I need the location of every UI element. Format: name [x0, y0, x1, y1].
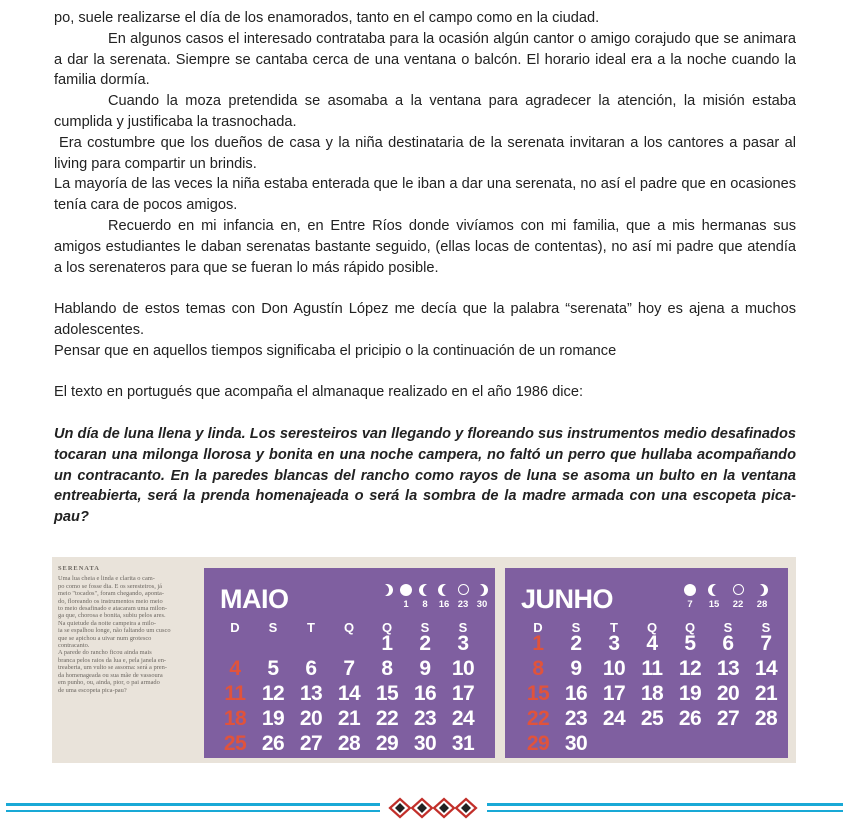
month-name: JUNHO	[521, 584, 614, 614]
day-cell: 2	[419, 632, 431, 655]
day-cell-sunday: 4	[229, 657, 241, 680]
weekday-label: T	[307, 620, 315, 635]
moon-phase	[399, 584, 413, 610]
day-cell: 4	[646, 632, 658, 655]
day-cell: 5	[684, 632, 696, 655]
waning-moon-icon	[380, 584, 394, 598]
clipping-line: po como se fosse dia. E os seresteiros, já	[58, 582, 163, 590]
day-cell: 23	[413, 707, 437, 730]
day-cell: 17	[602, 682, 626, 705]
clipping-line: ga que, chorosa e bonita, subiu pelos ares.	[58, 612, 166, 620]
day-cell: 26	[678, 707, 702, 730]
day-cell: 20	[299, 707, 323, 730]
footer-rule-right-thin	[487, 810, 843, 812]
day-cell: 26	[261, 732, 285, 755]
weekday-label: Q	[381, 620, 393, 635]
clipping-line: to meio desafinado e atacaram uma milon-	[58, 605, 167, 613]
moon-date: 15	[708, 599, 720, 610]
waning-moon-icon	[755, 584, 769, 598]
day-cell: 12	[678, 657, 702, 680]
clipping-line: treaberta, um vulto se assoma: será a pren-	[58, 664, 167, 672]
day-cell-sunday: 1	[532, 632, 544, 655]
paragraph-4: Era costumbre que los dueños de casa y la niña destinataria de la serenata invitaran a los cantores a pasar al living para compartir un brindis.	[54, 134, 796, 172]
footer-rule-right	[487, 803, 843, 806]
day-cell: 31	[451, 732, 475, 755]
day-cell: 22	[375, 707, 399, 730]
day-cell: 9	[570, 657, 582, 680]
paragraph-6: Recuerdo en mi infancia en, en Entre Ríos donde vivíamos con mi familia, que a mis hermanas sus amigos estudiantes le daban serenatas bastante seguido, (ellas locas de contentas), no así mi padre que atendía a los serenateros para que se fueran lo más rápido posible.	[54, 217, 796, 276]
weekday-label: Q	[684, 620, 696, 635]
day-cell: 14	[337, 682, 361, 705]
day-cell: 24	[602, 707, 626, 730]
day-cell: 27	[716, 707, 740, 730]
day-cell: 3	[608, 632, 620, 655]
weekday-label: D	[230, 620, 240, 635]
moon-phase	[755, 584, 769, 610]
moon-date: 8	[422, 599, 428, 610]
day-cell: 17	[451, 682, 475, 705]
day-cell: 27	[299, 732, 323, 755]
clipping-lines	[58, 575, 198, 694]
moon-date: 22	[732, 599, 744, 610]
paragraph-2: En algunos casos el interesado contrataba para la ocasión algún cantor o amigo corajudo que se animara a dar la serenata. Siempre se cantaba cerca de una ventana o balcón. El horario ideal era a la noche cuando la familia dormía.	[54, 30, 796, 89]
day-cell: 16	[564, 682, 588, 705]
moon-date: 28	[756, 599, 768, 610]
moon-phase	[437, 584, 451, 610]
day-cell: 13	[716, 657, 740, 680]
weekday-label: D	[533, 620, 543, 635]
day-cell: 11	[641, 657, 663, 680]
day-cell: 7	[760, 632, 772, 655]
moon-phase	[456, 584, 470, 610]
day-cell: 1	[381, 632, 393, 655]
clipping-line: A parede do rancho ficou ainda mais	[58, 649, 152, 657]
calendar-photo	[52, 557, 796, 763]
moon-phases	[380, 584, 490, 614]
day-cell: 19	[678, 682, 702, 705]
moon-phase	[707, 584, 721, 610]
weekday-label: T	[610, 620, 618, 635]
moon-phase	[475, 584, 489, 610]
weekday-label: S	[761, 620, 771, 635]
crescent-moon-icon	[707, 584, 721, 598]
day-cell-sunday: 22	[526, 707, 550, 730]
crescent-moon-icon	[437, 584, 451, 598]
day-cell: 21	[337, 707, 361, 730]
moon-phase	[731, 584, 745, 610]
day-cell: 5	[267, 657, 279, 680]
clipping-line: contracanto.	[58, 642, 90, 650]
clipping-line: ia se espalhou longe, não faltando um cusco	[58, 627, 171, 635]
weekday-label: S	[723, 620, 733, 635]
day-cell: 28	[754, 707, 778, 730]
clipping-heading: SERENATA	[58, 565, 100, 572]
day-cell-sunday: 29	[526, 732, 550, 755]
day-cell-sunday: 11	[224, 682, 246, 705]
clipping-line: em punho, ou, ainda, pior, o pai armado	[58, 679, 160, 687]
new-moon-icon	[456, 584, 470, 598]
full-moon-icon	[683, 584, 697, 598]
clipping-line: de uma escopeta pica-pau?	[58, 686, 127, 694]
clipping-line: Uma lua cheia e linda e clarita o cam-	[58, 575, 155, 583]
moon-phase	[683, 584, 697, 610]
day-cell: 6	[722, 632, 734, 655]
article-body	[54, 8, 796, 528]
footer-rule-left-thin	[6, 810, 380, 812]
clipping-line: branca pelos raios da lua e, pela janela en-	[58, 656, 167, 664]
waning-moon-icon	[475, 584, 489, 598]
day-cell: 24	[451, 707, 475, 730]
day-cell: 10	[602, 657, 626, 680]
new-moon-icon	[731, 584, 745, 598]
weekday-label: S	[420, 620, 430, 635]
moon-date: 23	[457, 599, 469, 610]
weekday-label: S	[571, 620, 581, 635]
day-cell: 10	[451, 657, 475, 680]
moon-date: 7	[687, 599, 693, 610]
clipping-line: do, floreando os instrumentos meio meio	[58, 597, 163, 605]
moon-date: 16	[438, 599, 450, 610]
paragraph-9: El texto en portugués que acompaña el almanaque realizado en el año 1986 dice:	[54, 384, 583, 401]
portuguese-quote: Un día de luna llena y linda. Los seresteiros van llegando y floreando sus instrumentos medio desafinados tocaran una milonga llorosa y bonita en una noche campera, no faltó un perro que hullaba acompañando un contracanto. En la paredes blancas del rancho como rayos de luna se asoma un bulto en la ventana entreabierta, será la prenda homenajeada o será la sombra de la madre armada con una escopeta pica-pau?	[54, 425, 796, 526]
day-cell: 6	[305, 657, 317, 680]
clipping-line: meio "tocados", foram chegando, aponta-	[58, 590, 165, 598]
day-cell: 15	[375, 682, 399, 705]
day-cell: 18	[640, 682, 664, 705]
day-cell: 3	[457, 632, 469, 655]
day-cell: 20	[716, 682, 740, 705]
day-cell: 28	[337, 732, 361, 755]
day-cell: 12	[261, 682, 285, 705]
day-cell-sunday: 15	[526, 682, 550, 705]
moon-phase	[380, 584, 394, 600]
day-cell-sunday: 18	[223, 707, 247, 730]
moon-date: 30	[476, 599, 488, 610]
paragraph-5: La mayoría de las veces la niña estaba enterada que le iban a dar una serenata, no así el padre que en ocasiones tenía cara de pocos amigos.	[54, 176, 796, 214]
day-cell: 23	[564, 707, 588, 730]
footer-ornament-icon	[388, 797, 478, 819]
month-name: MAIO	[220, 584, 289, 614]
clipping-line: Na quietude da noite campeira a milo-	[58, 619, 156, 627]
moon-date: 1	[403, 599, 409, 610]
crescent-moon-icon	[418, 584, 432, 598]
day-cell-sunday: 25	[223, 732, 247, 755]
full-moon-icon	[399, 584, 413, 598]
calendar-clipping-text	[58, 565, 198, 694]
clipping-line: que se apichou a uivar num grotesco	[58, 634, 152, 642]
paragraph-3: Cuando la moza pretendida se asomaba a la ventana para agradecer la atención, la misión estaba cumplida y justificaba la trasnochada.	[54, 93, 796, 130]
clipping-line: da homenageada ou sua mãe de vassoura	[58, 671, 163, 679]
day-cell: 30	[564, 732, 588, 755]
day-cell: 13	[299, 682, 323, 705]
day-cell: 9	[419, 657, 431, 680]
weekday-label: S	[268, 620, 278, 635]
day-cell: 16	[413, 682, 437, 705]
day-cell: 2	[570, 632, 582, 655]
day-cell: 19	[261, 707, 285, 730]
weekday-label: S	[458, 620, 468, 635]
paragraph-8: Pensar que en aquellos tiempos significaba el pricipio o la continuación de un romance	[54, 342, 617, 359]
weekday-label: Q	[343, 620, 355, 635]
month-panel-june	[505, 568, 788, 758]
day-cell: 8	[381, 657, 393, 680]
paragraph-1: po, suele realizarse el día de los enamorados, tanto en el campo como en la ciudad.	[54, 10, 600, 26]
day-cell-sunday: 8	[532, 657, 544, 680]
month-panel-may	[204, 568, 495, 758]
day-cell: 30	[413, 732, 437, 755]
moon-phases	[683, 584, 783, 614]
footer-rule-left	[6, 803, 380, 806]
day-cell: 25	[640, 707, 664, 730]
day-cell: 14	[754, 657, 778, 680]
paragraph-7: Hablando de estos temas con Don Agustín López me decía que la palabra “serenata” hoy es ajena a muchos adolescentes.	[54, 301, 796, 338]
weekday-label: Q	[646, 620, 658, 635]
moon-phase	[418, 584, 432, 610]
day-cell: 7	[343, 657, 355, 680]
day-cell: 29	[375, 732, 399, 755]
day-cell: 21	[754, 682, 778, 705]
